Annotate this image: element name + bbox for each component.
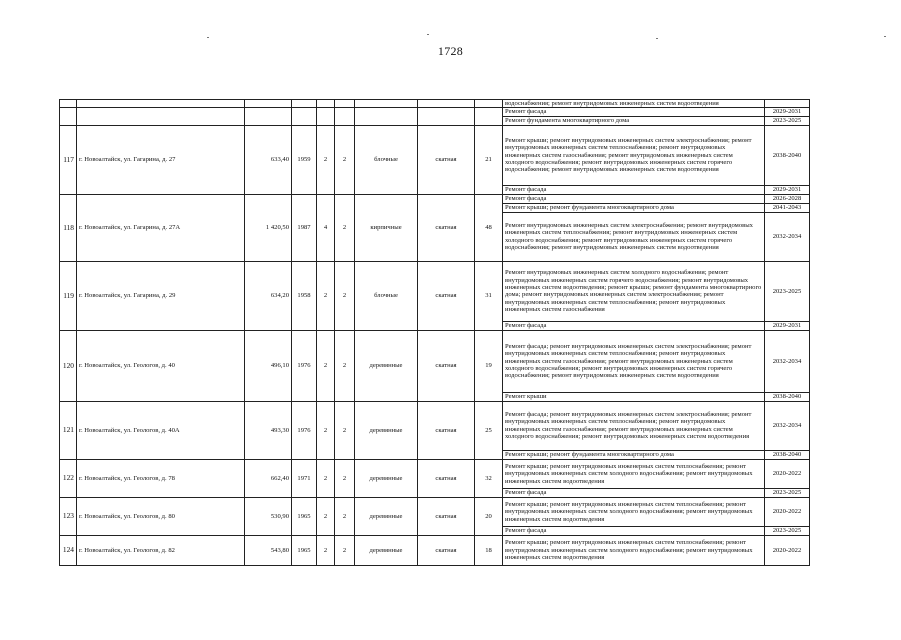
work-description-cell: Ремонт фундамента многоквартирного дома bbox=[503, 116, 765, 125]
year-cell: 1965 bbox=[292, 497, 317, 535]
row-number: 124 bbox=[62, 545, 74, 555]
year-cell: 1958 bbox=[292, 261, 317, 330]
page-number: 1728 bbox=[437, 44, 464, 58]
roof-cell: скатная bbox=[418, 330, 475, 401]
table-row bbox=[60, 100, 810, 108]
address-cell: г. Новоалтайск, ул. Гагарина, д. 27А bbox=[77, 194, 245, 261]
year-cell: 1965 bbox=[292, 535, 317, 565]
walls-cell: блочные bbox=[355, 125, 418, 194]
walls-cell: деревянные bbox=[355, 459, 418, 497]
period-cell: 2041-2043 bbox=[765, 203, 810, 212]
area-cell bbox=[245, 100, 292, 108]
roof-cell: скатная bbox=[418, 125, 475, 194]
period-cell: 2032-2034 bbox=[765, 401, 810, 450]
row-number: 119 bbox=[63, 290, 74, 300]
repair-register-table bbox=[59, 99, 810, 566]
work-description-cell: Ремонт фасада bbox=[503, 526, 765, 535]
work-description-cell: Ремонт крыши; ремонт внутридомовых инженерных систем теплоснабжения; ремонт внутридомовых инженерных систем холодного водоснабжения; ремонт внутридомовых инженерных систем водоотведения bbox=[503, 497, 765, 526]
floors-cell: 2 bbox=[317, 535, 335, 565]
period-cell: 2020-2022 bbox=[765, 459, 810, 488]
flats-cell bbox=[475, 100, 503, 108]
period-cell: 2038-2040 bbox=[765, 125, 810, 185]
floors-cell bbox=[317, 100, 335, 108]
period-cell: 2029-2031 bbox=[765, 108, 810, 116]
flats-cell: 21 bbox=[475, 125, 503, 194]
table-row bbox=[60, 401, 810, 450]
floors-cell bbox=[317, 108, 335, 125]
address-cell: г. Новоалтайск, ул. Гагарина, д. 27 bbox=[77, 125, 245, 194]
period-cell: 2020-2022 bbox=[765, 497, 810, 526]
work-description-cell: Ремонт крыши; ремонт внутридомовых инженерных систем теплоснабжения; ремонт внутридомовых инженерных систем холодного водоснабжения; ремонт внутридомовых инженерных систем водоотведения bbox=[503, 535, 765, 565]
row-number-cell bbox=[60, 125, 77, 194]
address-cell: г. Новоалтайск, ул. Геологов, д. 80 bbox=[77, 497, 245, 535]
address-cell: г. Новоалтайск, ул. Гагарина, д. 29 bbox=[77, 261, 245, 330]
roof-cell: скатная bbox=[418, 194, 475, 261]
row-number-cell bbox=[60, 194, 77, 261]
year-cell: 1987 bbox=[292, 194, 317, 261]
walls-cell bbox=[355, 108, 418, 125]
area-cell: 530,90 bbox=[245, 497, 292, 535]
year-cell bbox=[292, 100, 317, 108]
entrances-cell: 2 bbox=[335, 125, 355, 194]
period-cell: 2038-2040 bbox=[765, 450, 810, 459]
address-cell bbox=[77, 108, 245, 125]
flats-cell: 48 bbox=[475, 194, 503, 261]
walls-cell: деревянные bbox=[355, 535, 418, 565]
table-row bbox=[60, 125, 810, 185]
row-number: 121 bbox=[62, 425, 74, 435]
year-cell: 1971 bbox=[292, 459, 317, 497]
entrances-cell: 2 bbox=[335, 261, 355, 330]
period-cell: 2029-2031 bbox=[765, 185, 810, 194]
flats-cell bbox=[475, 108, 503, 125]
roof-cell: скатная bbox=[418, 261, 475, 330]
work-description-cell: Ремонт фасада bbox=[503, 185, 765, 194]
roof-cell bbox=[418, 108, 475, 125]
flats-cell: 31 bbox=[475, 261, 503, 330]
year-cell: 1976 bbox=[292, 330, 317, 401]
register-body bbox=[60, 100, 810, 566]
table-row bbox=[60, 194, 810, 203]
row-number-cell bbox=[60, 100, 77, 108]
period-cell: 2023-2025 bbox=[765, 261, 810, 321]
work-description-cell: Ремонт крыши; ремонт внутридомовых инженерных систем теплоснабжения; ремонт внутридомовых инженерных систем холодного водоснабжения; ремонт внутридомовых инженерных систем водоотведения bbox=[503, 459, 765, 488]
area-cell: 633,40 bbox=[245, 125, 292, 194]
row-number-cell bbox=[60, 330, 77, 401]
table-row bbox=[60, 261, 810, 321]
work-description-cell: Ремонт фасада; ремонт внутридомовых инженерных систем электроснабжения; ремонт внутридомовых инженерных систем теплоснабжения; ремонт внутридомовых инженерных систем газоснабжения; ремонт внутридомовых инженерных систем холодного водоснабжения; ремонт внутридомовых инженерных систем горячего водоснабжения; ремонт внутридомовых инженерных систем водоотведения bbox=[503, 330, 765, 392]
flats-cell: 18 bbox=[475, 535, 503, 565]
walls-cell: деревянные bbox=[355, 401, 418, 459]
work-description-cell: Ремонт фасада bbox=[503, 108, 765, 116]
table-row bbox=[60, 108, 810, 116]
row-number: 117 bbox=[63, 154, 74, 164]
period-cell: 2032-2034 bbox=[765, 330, 810, 392]
period-cell: 2023-2025 bbox=[765, 526, 810, 535]
work-description-cell: Ремонт фасада bbox=[503, 488, 765, 497]
flats-cell: 25 bbox=[475, 401, 503, 459]
entrances-cell: 2 bbox=[335, 330, 355, 401]
row-number-cell bbox=[60, 401, 77, 459]
period-cell: 2023-2025 bbox=[765, 116, 810, 125]
floors-cell: 2 bbox=[317, 401, 335, 459]
entrances-cell: 2 bbox=[335, 535, 355, 565]
work-description-cell: водоснабжения; ремонт внутридомовых инженерных систем водоотведения bbox=[503, 100, 765, 108]
work-description-cell: Ремонт крыши; ремонт внутридомовых инженерных систем электроснабжения; ремонт внутридомовых инженерных систем теплоснабжения; ремонт внутридомовых инженерных систем газоснабжения; ремонт внутридомовых инженерных систем холодного водоснабжения; ремонт внутридомовых инженерных систем горячего водоснабжения; ремонт внутридомовых инженерных систем водоотведения bbox=[503, 125, 765, 185]
work-description-cell: Ремонт фасада; ремонт внутридомовых инженерных систем электроснабжения; ремонт внутридомовых инженерных систем теплоснабжения; ремонт внутридомовых инженерных систем газоснабжения; ремонт внутридомовых инженерных систем холодного водоснабжения; ремонт внутридомовых инженерных систем водоотведения bbox=[503, 401, 765, 450]
flats-cell: 19 bbox=[475, 330, 503, 401]
scan-speck bbox=[884, 36, 886, 37]
area-cell: 496,10 bbox=[245, 330, 292, 401]
period-cell: 2038-2040 bbox=[765, 392, 810, 401]
floors-cell: 2 bbox=[317, 261, 335, 330]
table-row bbox=[60, 497, 810, 526]
table-row bbox=[60, 535, 810, 565]
walls-cell bbox=[355, 100, 418, 108]
year-cell: 1959 bbox=[292, 125, 317, 194]
area-cell: 543,80 bbox=[245, 535, 292, 565]
work-description-cell: Ремонт крыши; ремонт фундамента многоквартирного дома bbox=[503, 450, 765, 459]
row-number: 123 bbox=[62, 511, 74, 521]
table-row bbox=[60, 459, 810, 488]
work-description-cell: Ремонт крыши; ремонт фундамента многоквартирного дома bbox=[503, 203, 765, 212]
roof-cell: скатная bbox=[418, 401, 475, 459]
period-cell: 2020-2022 bbox=[765, 535, 810, 565]
entrances-cell bbox=[335, 100, 355, 108]
area-cell: 634,20 bbox=[245, 261, 292, 330]
entrances-cell: 2 bbox=[335, 497, 355, 535]
floors-cell: 2 bbox=[317, 125, 335, 194]
roof-cell: скатная bbox=[418, 497, 475, 535]
area-cell: 493,30 bbox=[245, 401, 292, 459]
entrances-cell: 2 bbox=[335, 459, 355, 497]
row-number-cell bbox=[60, 108, 77, 125]
address-cell: г. Новоалтайск, ул. Геологов, д. 78 bbox=[77, 459, 245, 497]
walls-cell: деревянные bbox=[355, 330, 418, 401]
roof-cell: скатная bbox=[418, 535, 475, 565]
work-description-cell: Ремонт внутридомовых инженерных систем электроснабжения; ремонт внутридомовых инженерных систем теплоснабжения; ремонт внутридомовых инженерных систем холодного водоснабжения; ремонт внутридомовых инженерных систем горячего водоснабжения; ремонт внутридомовых инженерных систем водоотведения bbox=[503, 212, 765, 261]
work-description-cell: Ремонт фасада bbox=[503, 321, 765, 330]
entrances-cell bbox=[335, 108, 355, 125]
row-number: 122 bbox=[62, 473, 74, 483]
work-description-cell: Ремонт крыши bbox=[503, 392, 765, 401]
year-cell: 1976 bbox=[292, 401, 317, 459]
roof-cell: скатная bbox=[418, 459, 475, 497]
area-cell bbox=[245, 108, 292, 125]
period-cell: 2026-2028 bbox=[765, 194, 810, 203]
address-cell: г. Новоалтайск, ул. Геологов, д. 40А bbox=[77, 401, 245, 459]
walls-cell: блочные bbox=[355, 261, 418, 330]
entrances-cell: 2 bbox=[335, 194, 355, 261]
address-cell: г. Новоалтайск, ул. Геологов, д. 40 bbox=[77, 330, 245, 401]
period-cell: 2032-2034 bbox=[765, 212, 810, 261]
period-cell bbox=[765, 100, 810, 108]
period-cell: 2023-2025 bbox=[765, 488, 810, 497]
address-cell bbox=[77, 100, 245, 108]
area-cell: 1 420,50 bbox=[245, 194, 292, 261]
entrances-cell: 2 bbox=[335, 401, 355, 459]
flats-cell: 32 bbox=[475, 459, 503, 497]
scan-speck bbox=[207, 37, 209, 38]
floors-cell: 2 bbox=[317, 459, 335, 497]
row-number-cell bbox=[60, 497, 77, 535]
area-cell: 662,40 bbox=[245, 459, 292, 497]
flats-cell: 20 bbox=[475, 497, 503, 535]
address-cell: г. Новоалтайск, ул. Геологов, д. 82 bbox=[77, 535, 245, 565]
row-number-cell bbox=[60, 261, 77, 330]
table-row bbox=[60, 330, 810, 392]
row-number-cell bbox=[60, 459, 77, 497]
floors-cell: 2 bbox=[317, 330, 335, 401]
row-number-cell bbox=[60, 535, 77, 565]
period-cell: 2029-2031 bbox=[765, 321, 810, 330]
floors-cell: 2 bbox=[317, 497, 335, 535]
row-number: 120 bbox=[62, 360, 74, 370]
scan-speck bbox=[427, 34, 429, 35]
walls-cell: деревянные bbox=[355, 497, 418, 535]
roof-cell bbox=[418, 100, 475, 108]
scan-speck bbox=[656, 38, 658, 39]
work-description-cell: Ремонт фасада bbox=[503, 194, 765, 203]
work-description-cell: Ремонт внутридомовых инженерных систем холодного водоснабжения; ремонт внутридомовых инженерных систем горячего водоснабжения; ремонт внутридомовых инженерных систем водоотведения; ремонт крыши; ремонт фундамента многоквартирного дома; ремонт внутридомовых инженерных систем электроснабжения; ремонт внутридомовых инженерных систем теплоснабжения; ремонт внутридомовых инженерных систем газоснабжения bbox=[503, 261, 765, 321]
walls-cell: кирпичные bbox=[355, 194, 418, 261]
year-cell bbox=[292, 108, 317, 125]
row-number: 118 bbox=[63, 222, 74, 232]
floors-cell: 4 bbox=[317, 194, 335, 261]
